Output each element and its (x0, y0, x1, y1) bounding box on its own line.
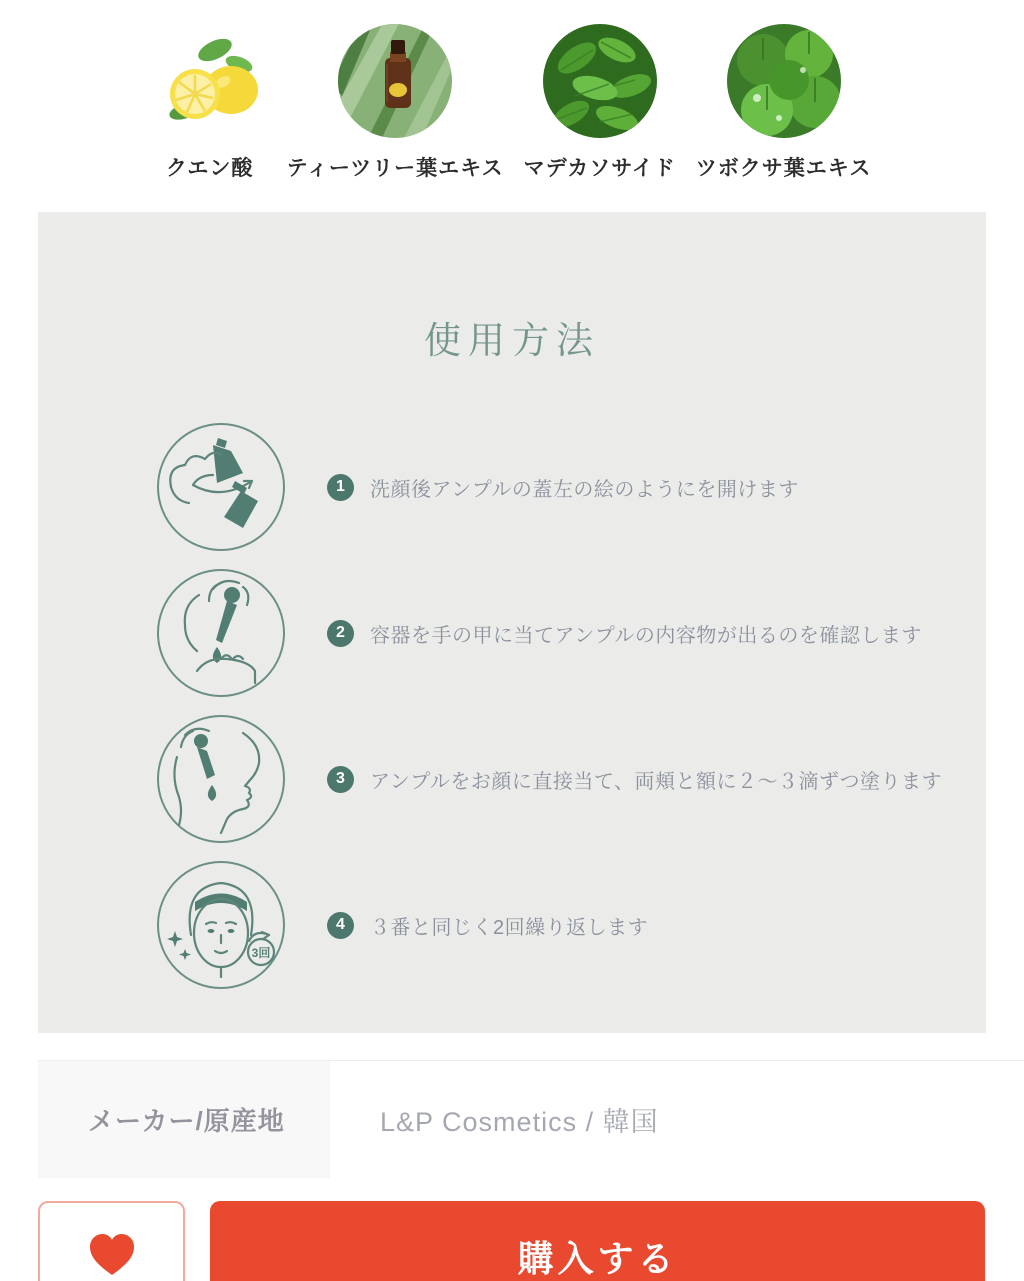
step-text: 洗顔後アンプルの蓋左の絵のようにを開けます (370, 478, 799, 501)
step-number-badge: 4 (327, 912, 354, 939)
step-number-badge: 1 (327, 474, 354, 501)
step-text: 容器を手の甲に当てアンプルの内容物が出るのを確認します (370, 624, 922, 647)
usage-steps (38, 414, 986, 998)
bottom-action-bar (0, 1201, 1024, 1281)
ingredient-label: ツボクサ葉エキス (695, 157, 872, 180)
face-repeat-illustration (155, 859, 287, 991)
maker-origin-label: メーカー/原産地 (88, 1106, 285, 1136)
ingredient-label: ティーツリー葉エキス (286, 157, 504, 180)
drop-on-hand-illustration (155, 567, 287, 699)
open-ampoule-cap-illustration (155, 421, 287, 553)
tea-tree-oil-image (338, 24, 452, 138)
ingredient-item-centella (696, 24, 872, 182)
maker-origin-label-cell (38, 1061, 330, 1178)
ingredient-item-madecassoside (524, 24, 676, 182)
ingredient-label: クエン酸 (165, 157, 254, 180)
ingredient-item-citric-acid (153, 24, 267, 182)
green-leaves-image (543, 24, 657, 138)
maker-origin-section (38, 1060, 1024, 1178)
repeat-count-badge: 3回 (251, 946, 271, 960)
centella-leaves-image (727, 24, 841, 138)
heart-icon (88, 1233, 136, 1280)
usage-step-1 (38, 414, 986, 560)
usage-step-2 (38, 560, 986, 706)
usage-step-3 (38, 706, 986, 852)
lemon-image (153, 24, 267, 138)
ingredient-label: マデカソサイド (523, 157, 676, 180)
usage-step-4 (38, 852, 986, 998)
step-text: ３番と同じく2回繰り返します (370, 916, 649, 939)
usage-section (38, 212, 986, 1033)
maker-origin-value-cell (330, 1061, 1024, 1178)
usage-title: 使用方法 (424, 320, 600, 361)
favorite-button[interactable] (38, 1201, 185, 1281)
purchase-button[interactable]: 購入する (210, 1201, 985, 1281)
ingredient-item-tea-tree (287, 24, 504, 182)
apply-to-face-illustration (155, 713, 287, 845)
ingredients-section (0, 0, 1024, 182)
maker-origin-value: L&P Cosmetics / 韓国 (380, 1107, 659, 1137)
step-number-badge: 3 (327, 766, 354, 793)
step-text: アンプルをお顔に直接当て、両頬と額に２〜３滴ずつ塗ります (370, 770, 942, 793)
step-number-badge: 2 (327, 620, 354, 647)
